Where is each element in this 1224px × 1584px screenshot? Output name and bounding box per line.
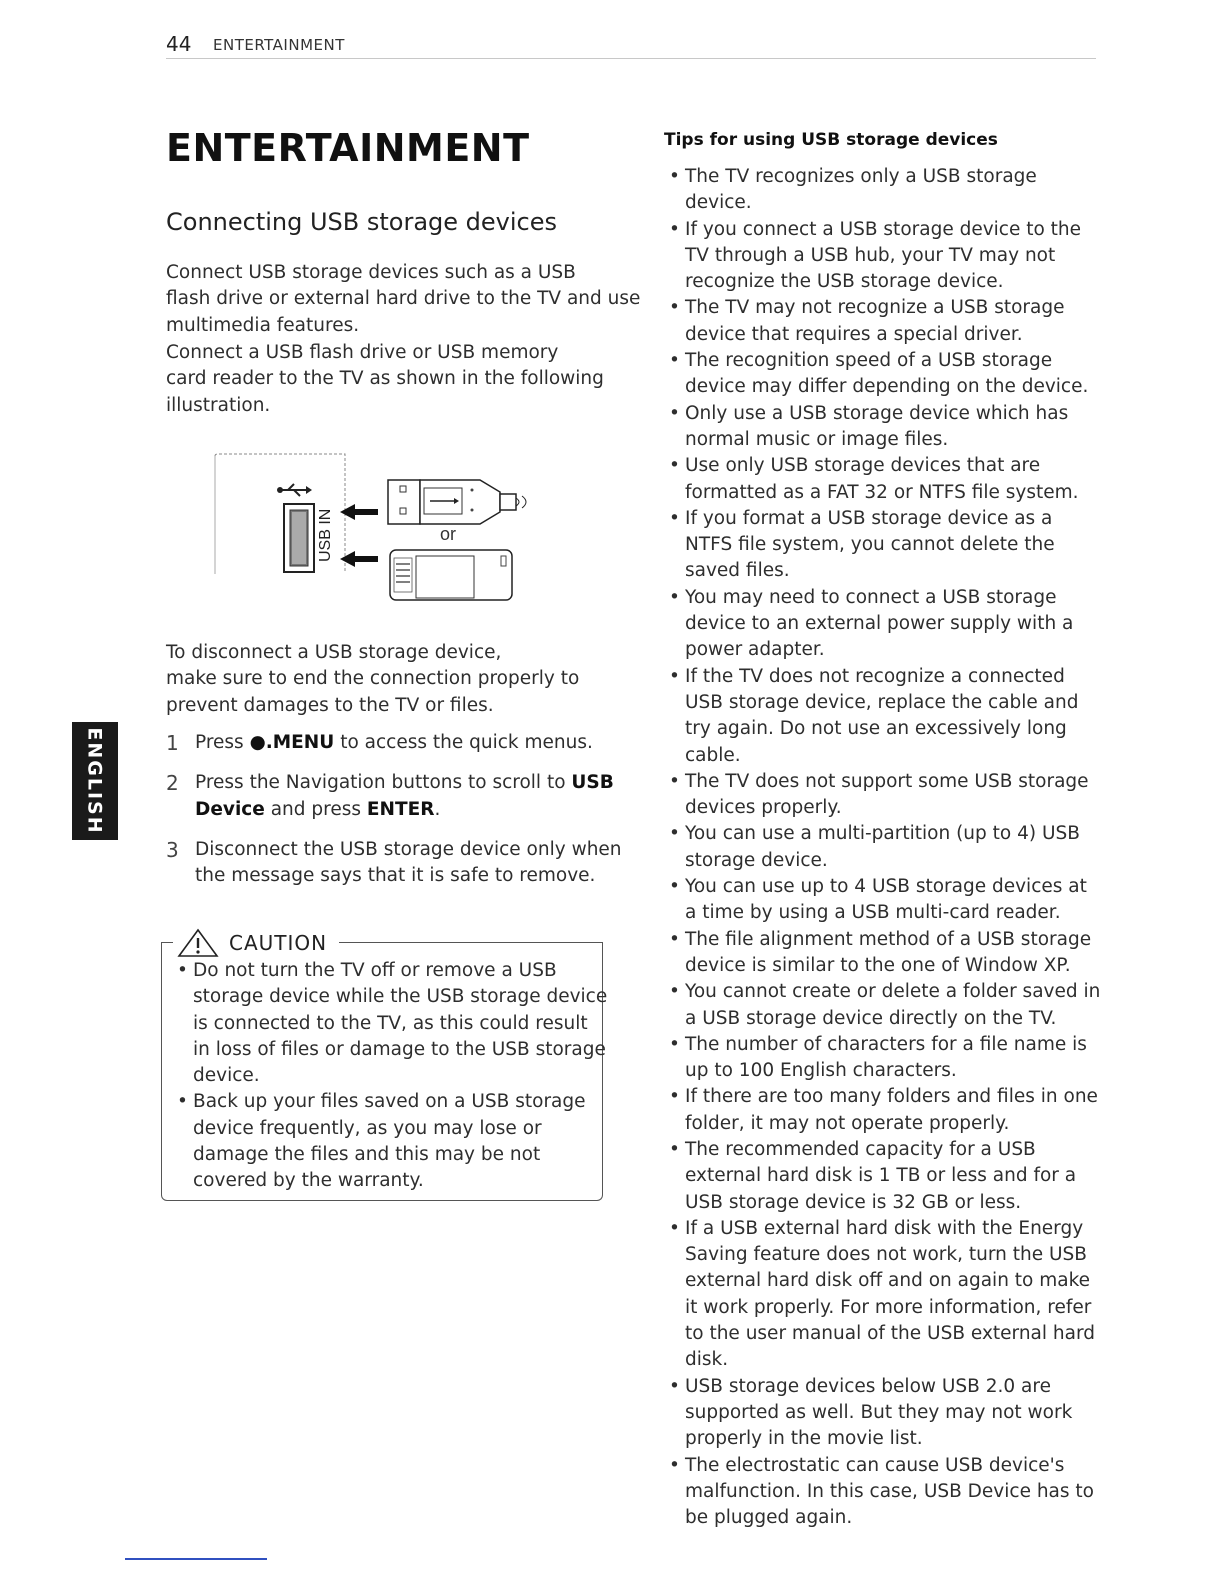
text-line: • The number of characters for a file name is [685, 1033, 1087, 1055]
text-line: be plugged again. [685, 1507, 853, 1529]
tip-item [667, 1453, 1107, 1532]
text-line: • The TV recognizes only a USB storage [685, 166, 1037, 187]
intro-paragraph-2 [166, 340, 616, 419]
text-line: multimedia features. [166, 314, 360, 336]
text-line: up to 100 English characters. [685, 1060, 957, 1082]
text-line: • You cannot create or delete a folder saved in [685, 981, 1101, 1003]
text-line: • The TV does not support some USB storage [685, 770, 1089, 792]
text-line: in loss of files or damage to the USB storage [193, 1038, 606, 1060]
step-text: and press [264, 798, 367, 820]
usb-flash-drive [390, 550, 512, 600]
arrow-lower [340, 551, 378, 567]
text-line: • USB storage devices below USB 2.0 are [685, 1375, 1051, 1397]
text-line: • You can use up to 4 USB storage devices at [685, 876, 1087, 898]
usb-icon [277, 484, 312, 496]
text-line: • Use only USB storage devices that are [685, 455, 1041, 477]
language-tab-label: ENGLISH [84, 727, 106, 835]
text-line: TV through a USB hub, your TV may not [685, 244, 1056, 266]
text-line: saved files. [685, 560, 790, 582]
step-text: Disconnect the USB storage device only when [195, 838, 622, 860]
text-line: try again. Do not use an excessively long [685, 718, 1067, 740]
text-line: malfunction. In this case, USB Device has to [685, 1480, 1094, 1502]
tip-item [667, 164, 1107, 217]
or-label: or [440, 524, 457, 544]
text-line: external hard disk is 1 TB or less and for a [685, 1165, 1077, 1187]
page-header [166, 30, 1096, 59]
text-line: device to an external power supply with a [685, 613, 1074, 635]
tip-item [667, 874, 1107, 927]
section-name: ENTERTAINMENT [213, 36, 345, 54]
page-title: ENTERTAINMENT [166, 126, 530, 170]
arrow-upper [340, 504, 378, 520]
text-line: formatted as a FAT 32 or NTFS file system. [685, 481, 1079, 503]
text-line: covered by the warranty. [193, 1170, 424, 1192]
text-line: cable. [685, 744, 741, 766]
tip-item [667, 506, 1107, 585]
text-line: prevent damages to the TV or files. [166, 694, 494, 716]
text-line: • The recognition speed of a USB storage [685, 350, 1053, 372]
page-number: 44 [166, 32, 192, 56]
step-text: Press [195, 732, 250, 753]
text-line: device. [685, 192, 752, 214]
usb-device-term: USB [571, 772, 614, 794]
text-line: it work properly. For more information, refer [685, 1296, 1092, 1318]
enter-key: ENTER [366, 798, 435, 820]
section-subtitle: Connecting USB storage devices [166, 208, 558, 236]
intro-paragraph-1 [166, 260, 641, 339]
text-line: • If you connect a USB storage device to the [685, 218, 1082, 240]
text-line: • If the TV does not recognize a connected [685, 665, 1065, 687]
tips-title: Tips for using USB storage devices [664, 130, 998, 150]
language-tab [72, 722, 118, 840]
tip-item [667, 453, 1107, 506]
text-line: illustration. [166, 394, 271, 416]
text-line: folder, it may not operate properly. [685, 1112, 1010, 1134]
text-line: recognize the USB storage device. [685, 271, 1004, 293]
caution-list [175, 958, 608, 1195]
text-line: • If a USB external hard disk with the Energy [685, 1217, 1084, 1239]
text-line: to the user manual of the USB external hard [685, 1323, 1095, 1345]
step-number: 1 [166, 731, 179, 755]
step-number: 3 [166, 837, 179, 862]
caution-item [175, 1089, 595, 1194]
tip-item [667, 217, 1107, 296]
text-line: make sure to end the connection properly to [166, 668, 580, 690]
text-line: Saving feature does not work, turn the USB [685, 1244, 1087, 1266]
text-line: • You may need to connect a USB storage [685, 586, 1057, 608]
text-line: • Back up your files saved on a USB storage [193, 1091, 586, 1113]
text-line: disk. [685, 1349, 729, 1371]
text-line: • The electrostatic can cause USB device's [685, 1454, 1065, 1476]
tip-item [667, 664, 1107, 769]
tip-item [667, 1084, 1107, 1137]
text-line: • Only use a USB storage device which has [685, 402, 1069, 424]
tip-item [667, 348, 1107, 401]
text-line: NTFS file system, you cannot delete the [685, 534, 1055, 556]
step-number: 2 [166, 771, 179, 796]
text-line: is connected to the TV, as this could result [193, 1012, 588, 1034]
text-line: device frequently, as you may lose or [193, 1117, 542, 1139]
text-line: • The TV may not recognize a USB storage [685, 297, 1065, 319]
text-line: flash drive or external hard drive to the TV and use [166, 288, 641, 310]
text-line: devices properly. [685, 797, 842, 819]
warning-icon [175, 928, 221, 958]
disconnect-paragraph [166, 640, 616, 719]
text-line: • Do not turn the TV off or remove a USB [193, 960, 557, 981]
tip-item [667, 927, 1107, 980]
tip-item [667, 979, 1107, 1032]
usb-device-term: Device [195, 798, 265, 820]
text-line: a time by using a USB multi-card reader. [685, 902, 1061, 924]
step-item [166, 730, 616, 756]
caution-item [175, 958, 608, 1089]
text-line: device. [193, 1065, 260, 1087]
menu-key: ●.MENU [249, 732, 335, 753]
tip-item [667, 1137, 1107, 1216]
tip-item [667, 295, 1107, 348]
text-line: card reader to the TV as shown in the following [166, 368, 604, 390]
step-text: the message says that it is safe to remove. [195, 865, 596, 887]
text-line: • You can use a multi-partition (up to 4) USB [685, 823, 1080, 845]
tip-item [667, 1374, 1107, 1453]
text-line: • The recommended capacity for a USB [685, 1138, 1036, 1160]
port-label: USB IN [317, 508, 334, 562]
tip-item [667, 401, 1107, 454]
text-line: To disconnect a USB storage device, [166, 642, 502, 663]
usb-connection-illustration [210, 452, 550, 612]
tip-item [667, 585, 1107, 664]
text-line: storage device while the USB storage device [193, 986, 608, 1008]
text-line: properly in the movie list. [685, 1428, 923, 1450]
text-line: power adapter. [685, 639, 825, 661]
text-line: USB storage device, replace the cable and [685, 691, 1079, 713]
step-text: Press the Navigation buttons to scroll to [195, 772, 572, 794]
text-line: supported as well. But they may not work [685, 1401, 1073, 1423]
text-line: storage device. [685, 849, 828, 871]
text-line: normal music or image files. [685, 428, 949, 450]
text-line: device that requires a special driver. [685, 323, 1023, 345]
text-line: device may differ depending on the device. [685, 376, 1089, 398]
text-line: damage the files and this may be not [193, 1144, 541, 1166]
text-line: a USB storage device directly on the TV. [685, 1007, 1057, 1029]
tip-item [667, 821, 1107, 874]
steps-list [166, 730, 622, 903]
text-line: • If you format a USB storage device as a [685, 507, 1053, 529]
footer-rule [125, 1558, 267, 1560]
tips-list [667, 164, 1107, 1531]
step-item [166, 770, 616, 823]
caution-title: CAUTION [229, 931, 335, 955]
text-line: external hard disk off and on again to make [685, 1270, 1091, 1292]
text-line: USB storage device is 32 GB or less. [685, 1191, 1022, 1213]
caution-box [161, 930, 608, 1200]
text-line: • The file alignment method of a USB storage [685, 928, 1092, 950]
tip-item [667, 1216, 1107, 1374]
step-item [166, 837, 622, 890]
text-line: Connect a USB flash drive or USB memory [166, 342, 559, 363]
text-line: device is similar to the one of Window XP. [685, 954, 1071, 976]
tip-item [667, 1032, 1107, 1085]
tip-item [667, 769, 1107, 822]
step-text: . [434, 798, 441, 820]
usb-plug [388, 480, 526, 524]
step-text: to access the quick menus. [334, 732, 593, 753]
text-line: Connect USB storage devices such as a USB [166, 262, 576, 283]
text-line: • If there are too many folders and files in one [685, 1086, 1098, 1108]
